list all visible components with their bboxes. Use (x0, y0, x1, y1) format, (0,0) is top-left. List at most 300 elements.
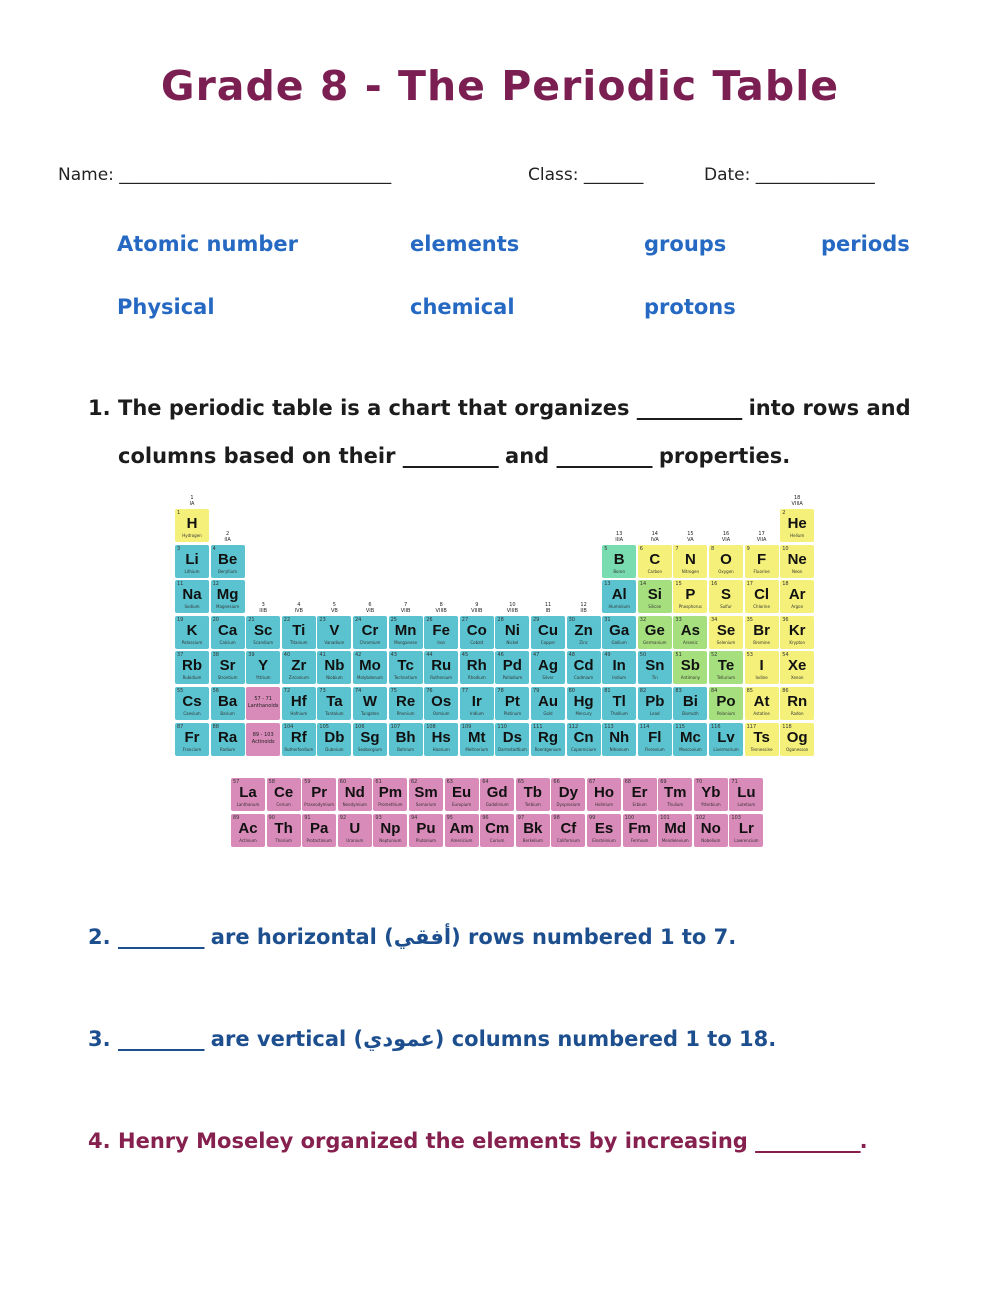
element-symbol: Nb (324, 657, 345, 675)
atomic-number: 47 (533, 652, 540, 659)
element-symbol: Nh (609, 728, 630, 746)
element-name: Oxygen (718, 568, 734, 574)
element-name: Protactinium (306, 837, 332, 843)
element-symbol: Es (594, 819, 614, 837)
element-symbol: Mc (679, 728, 701, 746)
word-bank-item[interactable]: Atomic number (117, 232, 298, 256)
atomic-number: 104 (283, 723, 294, 730)
atomic-number: 58 (268, 779, 275, 786)
atomic-number: 20 (212, 616, 219, 623)
element-name: Flerovium (644, 746, 665, 752)
atomic-number: 10 (782, 545, 789, 552)
word-bank-item[interactable]: Physical (117, 295, 215, 319)
element-cell-rh (460, 651, 494, 684)
element-symbol: La (239, 784, 257, 802)
element-cell-pa (302, 814, 336, 847)
element-name: Molybdenum (357, 675, 383, 681)
element-symbol: In (612, 657, 626, 675)
group-label: 12 IIB (580, 601, 587, 614)
element-symbol: Ga (609, 621, 630, 639)
element-symbol: Se (716, 621, 736, 639)
atomic-number: 100 (624, 814, 635, 821)
element-cell-ra (211, 723, 245, 756)
element-name: Mendelevium (661, 837, 689, 843)
group-label: 14 IVA (650, 530, 659, 543)
atomic-number: 93 (375, 814, 382, 821)
element-cell-o (709, 545, 743, 578)
atomic-number: 60 (339, 779, 347, 786)
element-name: Tellurium (716, 675, 736, 681)
atomic-number: 46 (497, 652, 504, 659)
atomic-number: 77 (461, 688, 469, 694)
element-name: Chromium (359, 639, 381, 645)
element-symbol: Bh (395, 728, 416, 746)
element-name: Ruthenium (430, 675, 453, 681)
element-symbol: Dy (558, 784, 578, 802)
atomic-number: 33 (675, 616, 682, 623)
element-symbol: Ni (504, 621, 520, 639)
element-symbol: Eu (452, 784, 472, 802)
group-label: 7 VIIB (400, 601, 411, 614)
atomic-number: 86 (782, 688, 789, 694)
element-name: Technetium (394, 675, 418, 681)
word-bank-item[interactable]: periods (821, 232, 910, 256)
element-name: Dysprosium (556, 802, 581, 808)
element-symbol: Rh (466, 657, 487, 675)
element-name: Hydrogen (182, 533, 202, 538)
element-name: Niobium (326, 675, 343, 681)
word-bank-item[interactable]: chemical (410, 295, 515, 319)
atomic-number: 52 (711, 652, 718, 659)
element-symbol: O (720, 550, 732, 568)
atomic-number: 15 (675, 581, 682, 588)
element-name: Lithium (184, 568, 200, 574)
atomic-number: 115 (675, 723, 685, 730)
element-symbol: Na (182, 586, 202, 604)
element-cell-hf (282, 687, 316, 720)
atomic-number: 112 (568, 723, 579, 730)
element-cell-rb (175, 651, 209, 684)
group-label: 1 IA (189, 495, 195, 507)
atomic-number: 30 (568, 616, 575, 623)
element-symbol: Ta (326, 693, 343, 710)
atomic-number: 42 (355, 652, 362, 659)
element-name: Fermium (630, 837, 649, 843)
element-name: Cadmium (573, 675, 594, 681)
element-symbol: Bi (682, 693, 698, 710)
element-symbol: Ti (292, 621, 306, 639)
question-number: 3. (88, 1027, 111, 1051)
element-symbol: Ba (218, 693, 238, 710)
element-cell-ds (495, 723, 529, 756)
atomic-number: 99 (589, 814, 596, 821)
placeholder-label: 89 - 103 Actinoids (251, 731, 275, 745)
element-symbol: Ca (218, 621, 238, 639)
element-cell-ag (531, 651, 565, 684)
element-name: Manganese (394, 639, 418, 645)
atomic-number: 66 (553, 779, 560, 786)
element-symbol: Sc (254, 621, 273, 639)
element-symbol: At (753, 693, 770, 710)
element-cell-gd (480, 778, 514, 811)
element-name: Tungsten (360, 711, 380, 716)
word-bank-item[interactable]: protons (644, 295, 736, 319)
element-name: Hafnium (290, 711, 308, 716)
question-text: properties. (651, 444, 791, 468)
atomic-number: 97 (517, 814, 525, 821)
placeholder-label: 57 - 71 Lanthanoids (247, 696, 279, 709)
element-symbol: F (757, 550, 767, 568)
class-field[interactable]: Class: _______ (528, 165, 644, 185)
element-symbol: Be (218, 550, 238, 568)
atomic-number: 101 (660, 814, 670, 821)
element-cell-ga (602, 616, 636, 649)
element-cell-np (373, 814, 407, 847)
element-symbol: Rg (538, 728, 558, 746)
element-symbol: Th (274, 819, 293, 837)
element-symbol: Ts (753, 728, 770, 746)
element-name: Neptunium (379, 837, 402, 843)
element-cell-c (638, 545, 672, 578)
element-name: Krypton (789, 639, 806, 645)
element-cell-in (602, 651, 636, 684)
atomic-number: 84 (711, 688, 718, 694)
element-symbol: Os (431, 693, 452, 710)
element-cell-ts (745, 723, 779, 756)
element-symbol: Sr (219, 657, 236, 675)
question-number: 2. (88, 925, 111, 949)
atomic-number: 22 (283, 616, 291, 623)
atomic-number: 23 (319, 616, 326, 623)
element-symbol: P (685, 586, 696, 604)
element-cell-ta (317, 687, 351, 720)
atomic-number: 9 (746, 545, 750, 552)
element-cell-pd (495, 651, 529, 684)
element-cell-no (694, 814, 728, 847)
element-cell-p (673, 580, 707, 613)
element-name: Zinc (579, 639, 588, 645)
element-symbol: Pu (416, 819, 436, 837)
element-cell-k (175, 616, 209, 649)
answer-blank[interactable]: __________ (556, 444, 652, 468)
atomic-number: 110 (497, 723, 507, 730)
element-name: Antimony (680, 675, 700, 681)
group-label: 17 VIIA (756, 530, 767, 543)
element-name: Gadolinium (485, 802, 509, 808)
element-symbol: Hf (290, 693, 307, 710)
element-cell-sc (246, 616, 280, 649)
element-symbol: Xe (788, 657, 807, 675)
element-symbol: Lr (738, 819, 754, 837)
element-cell-w (353, 687, 387, 720)
date-field[interactable]: Date: ______________ (704, 165, 875, 185)
atomic-number: 116 (711, 723, 721, 730)
group-label: 8 VIIIB (435, 601, 447, 614)
f-block-placeholder (246, 687, 280, 720)
element-name: Iodine (755, 675, 768, 681)
element-symbol: Sg (360, 728, 380, 746)
element-symbol: Am (449, 819, 474, 837)
atomic-number: 111 (533, 723, 543, 730)
element-cell-ba (211, 687, 245, 720)
element-cell-fe (424, 616, 458, 649)
element-symbol: Tc (397, 657, 414, 675)
element-name: Lanthanum (236, 802, 260, 808)
element-cell-ne (780, 545, 814, 578)
element-symbol: B (613, 550, 625, 568)
element-name: Gold (543, 711, 553, 716)
group-label: 10 VIIIB (506, 601, 519, 614)
element-name: Chlorine (753, 604, 770, 610)
element-cell-es (587, 814, 621, 847)
element-symbol: Cs (182, 693, 202, 710)
element-name: Holmium (594, 802, 613, 808)
atomic-number: 34 (711, 616, 718, 623)
group-label: 2 IIA (224, 530, 231, 543)
element-name: Cobalt (470, 639, 484, 645)
element-symbol: Br (753, 621, 770, 639)
element-cell-si (638, 580, 672, 613)
question-text: columns based on their (118, 444, 403, 468)
atomic-number: 59 (304, 779, 311, 786)
atomic-number: 40 (283, 652, 291, 659)
atomic-number: 7 (675, 545, 679, 552)
question-4 (88, 1129, 868, 1153)
element-cell-os (424, 687, 458, 720)
question-text: and (497, 444, 557, 468)
element-symbol: Ho (594, 784, 614, 802)
element-cell-at (745, 687, 779, 720)
atomic-number: 102 (695, 814, 706, 821)
element-cell-am (445, 814, 479, 847)
element-name: Strontium (217, 675, 238, 681)
element-name: Hassium (432, 746, 450, 752)
element-cell-pu (409, 814, 443, 847)
answer-blank[interactable]: _________ (118, 1027, 204, 1051)
element-name: Tennessine (750, 746, 773, 752)
element-name: Helium (790, 533, 805, 538)
element-symbol: Sb (680, 657, 700, 675)
element-cell-ge (638, 616, 672, 649)
answer-blank[interactable]: __________ (402, 444, 498, 468)
element-cell-la (231, 778, 265, 811)
element-cell-mt (460, 723, 494, 756)
f-block-placeholder (246, 723, 280, 756)
word-bank-item[interactable]: groups (644, 232, 727, 256)
element-name: Praseodymium (304, 802, 335, 808)
element-name: Thulium (667, 802, 684, 808)
element-cell-md (658, 814, 692, 847)
element-symbol: Ge (644, 621, 665, 639)
element-cell-lr (729, 814, 763, 847)
name-field[interactable]: Name: ________________________________ (58, 165, 392, 185)
element-symbol: K (186, 621, 198, 639)
atomic-number: 54 (782, 652, 789, 659)
element-cell-mc (673, 723, 707, 756)
element-name: Osmium (432, 711, 450, 716)
element-cell-er (623, 778, 657, 811)
atomic-number: 96 (482, 814, 489, 821)
element-symbol: He (787, 515, 807, 532)
atomic-number: 69 (660, 779, 667, 786)
element-symbol: N (684, 550, 696, 568)
element-symbol: Li (185, 550, 199, 568)
element-cell-cm (480, 814, 514, 847)
element-cell-h (175, 509, 209, 542)
element-cell-cd (567, 651, 601, 684)
element-cell-f (745, 545, 779, 578)
element-symbol: Fl (648, 728, 662, 746)
element-name: Copernicium (570, 746, 597, 752)
element-symbol: Zr (291, 657, 307, 675)
element-cell-hg (567, 687, 601, 720)
element-symbol: H (186, 515, 198, 532)
atomic-number: 78 (497, 688, 504, 694)
atomic-number: 50 (639, 652, 647, 659)
element-symbol: Kr (788, 621, 806, 639)
element-cell-i (745, 651, 779, 684)
atomic-number: 32 (639, 616, 647, 623)
atomic-number: 49 (604, 652, 611, 659)
answer-blank[interactable]: _________ (118, 925, 204, 949)
atomic-number: 109 (461, 723, 472, 730)
question-text: Henry Moseley organized the elements by increasing (118, 1129, 756, 1153)
atomic-number: 24 (355, 616, 362, 623)
element-name: Platinum (503, 711, 522, 716)
atomic-number: 68 (624, 779, 631, 786)
atomic-number: 21 (248, 616, 255, 623)
atomic-number: 106 (355, 723, 365, 730)
atomic-number: 64 (482, 779, 489, 786)
element-name: Moscovium (679, 746, 702, 752)
element-cell-cr (353, 616, 387, 649)
element-name: Xenon (790, 675, 804, 681)
element-symbol: Y (258, 657, 269, 675)
element-name: Iron (437, 639, 446, 645)
element-cell-tc (389, 651, 423, 684)
atomic-number: 16 (711, 581, 718, 588)
atomic-number: 27 (461, 616, 469, 623)
question-3 (88, 1027, 776, 1051)
word-bank-item[interactable]: elements (410, 232, 520, 256)
element-name: Europium (452, 802, 472, 808)
element-symbol: Sn (645, 657, 665, 675)
element-name: Polonium (716, 711, 736, 716)
element-cell-ce (267, 778, 301, 811)
element-name: Radium (219, 746, 236, 752)
question-text: . (859, 1129, 868, 1153)
element-symbol: Ra (218, 728, 238, 746)
answer-blank[interactable]: ___________ (636, 396, 742, 420)
element-symbol: Ac (238, 819, 258, 837)
atomic-number: 19 (177, 616, 184, 623)
element-cell-lv (709, 723, 743, 756)
element-name: Boron (613, 568, 626, 574)
element-name: Seaborgium (357, 746, 383, 752)
element-cell-fm (623, 814, 657, 847)
atomic-number: 26 (426, 616, 433, 623)
element-symbol: Er (631, 784, 648, 802)
element-name: Phosphorus (678, 604, 703, 610)
element-symbol: Fm (628, 819, 651, 837)
element-symbol: V (329, 621, 340, 639)
element-cell-ca (211, 616, 245, 649)
atomic-number: 87 (177, 723, 184, 730)
element-symbol: Si (647, 586, 662, 604)
element-symbol: Ir (471, 693, 482, 710)
element-symbol: Sm (414, 784, 438, 802)
element-cell-tl (602, 687, 636, 720)
element-name: Tantalum (325, 711, 344, 716)
question-text: into rows and (741, 396, 911, 420)
atomic-number: 53 (746, 652, 753, 659)
atomic-number: 39 (248, 652, 255, 659)
element-cell-al (602, 580, 636, 613)
element-cell-ac (231, 814, 265, 847)
element-symbol: Cl (754, 586, 770, 604)
element-cell-pt (495, 687, 529, 720)
element-symbol: Gd (486, 784, 508, 802)
element-symbol: As (680, 621, 700, 639)
answer-blank[interactable]: ___________ (755, 1129, 860, 1153)
element-cell-bh (389, 723, 423, 756)
atomic-number: 74 (355, 688, 362, 694)
page-title: Grade 8 - The Periodic Table (160, 62, 840, 110)
element-symbol: Ds (502, 728, 522, 746)
element-cell-pb (638, 687, 672, 720)
atomic-number: 18 (782, 581, 789, 588)
element-name: Scandium (253, 639, 274, 645)
element-symbol: Yb (701, 784, 721, 802)
element-cell-rf (282, 723, 316, 756)
element-symbol: Nd (344, 784, 365, 802)
element-cell-cl (745, 580, 779, 613)
atomic-number: 29 (533, 616, 540, 623)
element-symbol: Mn (394, 621, 417, 639)
element-symbol: Co (466, 621, 487, 639)
element-cell-ir (460, 687, 494, 720)
question-1 (88, 396, 911, 420)
element-symbol: Fr (184, 728, 200, 746)
element-symbol: Cf (560, 819, 577, 837)
atomic-number: 35 (746, 616, 753, 623)
element-name: Promethium (378, 802, 403, 808)
element-name: Darmstadtium (498, 746, 527, 752)
atomic-number: 85 (746, 688, 753, 694)
atomic-number: 31 (604, 616, 611, 623)
element-cell-bi (673, 687, 707, 720)
atomic-number: 45 (461, 652, 469, 659)
element-cell-lu (729, 778, 763, 811)
element-cell-og (780, 723, 814, 756)
element-name: Iridium (469, 711, 484, 716)
group-label: 4 IVB (294, 601, 303, 614)
element-cell-re (389, 687, 423, 720)
element-cell-zr (282, 651, 316, 684)
atomic-number: 83 (675, 688, 682, 694)
element-cell-nd (338, 778, 372, 811)
atomic-number: 14 (639, 581, 647, 588)
element-name: Germanium (643, 639, 667, 645)
element-name: Bohrium (397, 746, 415, 752)
element-name: Dubnium (325, 746, 344, 752)
element-symbol: Cd (573, 657, 594, 675)
element-name: Vanadium (324, 639, 345, 645)
group-label: 9 VIIIB (471, 601, 483, 614)
atomic-number: 95 (446, 814, 453, 821)
element-name: Nobelium (701, 837, 721, 843)
element-cell-dy (551, 778, 585, 811)
